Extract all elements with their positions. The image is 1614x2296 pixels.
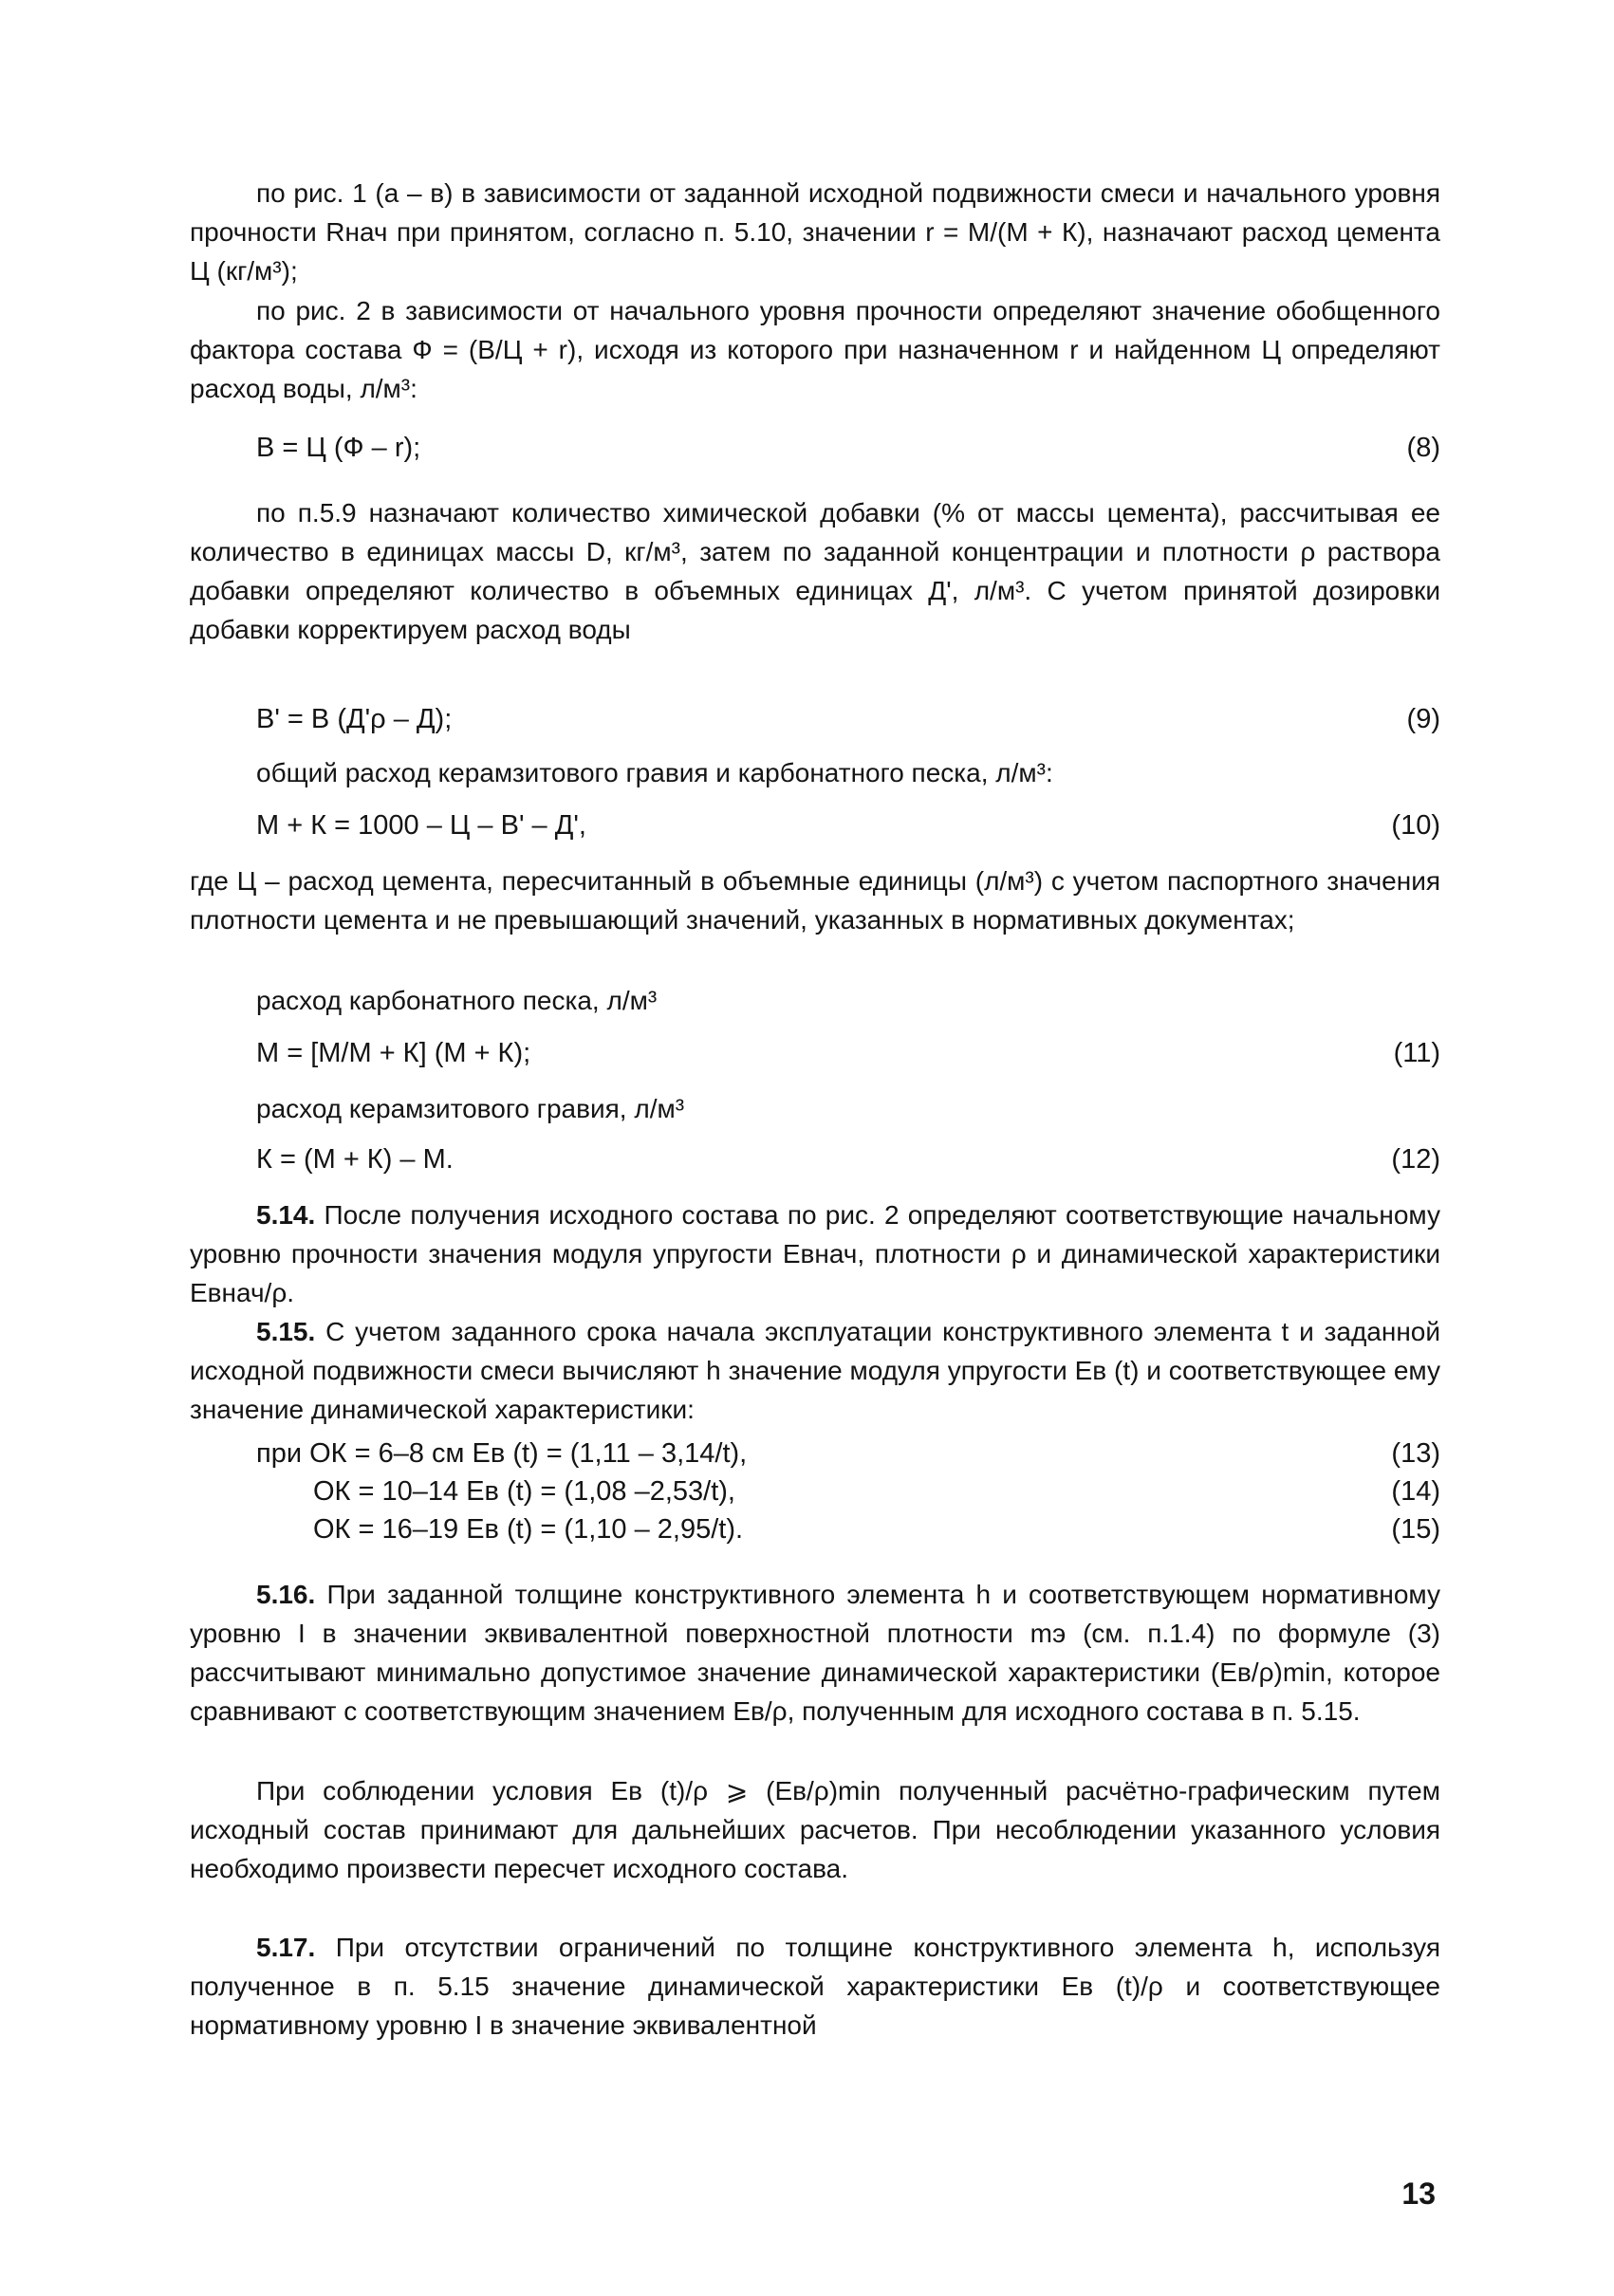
section-5-17-text: При отсутствии ограничений по толщине конструктивного элемента h, используя полученное в п. 5.15 значение динамической характеристики Eв (t)/ρ и соответствующее нормативному уровню I в значение эквивалентной [190, 1933, 1440, 2040]
paragraph-8: При соблюдении условия Eв (t)/ρ ⩾ (Eв/ρ)min полученный расчётно-графическим путем исходный состав принимают для дальнейших расчетов. При несоблюдении указанного условия необходимо произвести пересчет исходного состава. [190, 1776, 1440, 1883]
formula-13-number: (13) [1391, 1438, 1440, 1469]
paragraph-4: общий расход керамзитового гравия и карбонатного песка, л/м³: [256, 758, 1053, 787]
formula-10 [256, 806, 1440, 845]
formula-8-number: (8) [1406, 433, 1440, 463]
paragraph-3: по п.5.9 назначают количество химической добавки (% от массы цемента), рассчитывая ее количество в единицах массы D, кг/м³, затем по заданной концентрации и плотности ρ раствора добавки определяют количество в объемных единицах Д', л/м³. С учетом принятой дозировки добавки корректируем расход воды [190, 498, 1440, 644]
section-5-15 [190, 1312, 1440, 1429]
formula-14-number: (14) [1391, 1476, 1440, 1507]
formula-10-expr: М + К = 1000 – Ц – В' – Д', [256, 810, 586, 841]
section-5-16-number: 5.16. [256, 1580, 316, 1609]
formula-15 [313, 1510, 1440, 1549]
formula-13 [256, 1435, 1440, 1473]
formula-10-number: (10) [1391, 810, 1440, 841]
formula-11-number: (11) [1393, 1038, 1440, 1068]
formula-9 [256, 700, 1440, 739]
section-5-14 [190, 1195, 1440, 1312]
formula-11 [256, 1034, 1440, 1073]
section-5-17-number: 5.17. [256, 1933, 316, 1962]
formula-15-expr: ОК = 16–19 Eв (t) = (1,10 – 2,95/t). [313, 1514, 744, 1545]
formula-13-expr: при ОК = 6–8 см Eв (t) = (1,11 – 3,14/t), [256, 1438, 748, 1469]
paragraph-5: где Ц – расход цемента, пересчитанный в объемные единицы (л/м³) с учетом паспортного значения плотности цемента и не превышающий значений, указанных в нормативных документах; [190, 866, 1440, 935]
section-5-15-number: 5.15. [256, 1317, 316, 1346]
section-5-14-number: 5.14. [256, 1200, 316, 1230]
paragraph-7: расход керамзитового гравия, л/м³ [256, 1094, 685, 1123]
formula-14-expr: ОК = 10–14 Eв (t) = (1,08 –2,53/t), [313, 1476, 735, 1507]
section-5-14-text: После получения исходного состава по рис. 2 определяют соответствующие начальному уровню прочности значения модуля упругости Eвнач, плотности ρ и динамической характеристики Eвнач/ρ. [190, 1200, 1440, 1307]
formula-12-expr: К = (М + К) – М. [256, 1144, 454, 1175]
formula-12 [256, 1140, 1440, 1179]
section-5-16 [190, 1575, 1440, 1731]
section-5-15-text: С учетом заданного срока начала эксплуатации конструктивного элемента t и заданной исходной подвижности смеси вычисляют h значение модуля упругости Eв (t) и соответствующее ему значение динамической характеристики: [190, 1317, 1440, 1424]
formula-8 [256, 429, 1440, 468]
formula-14 [313, 1472, 1440, 1511]
section-5-17 [190, 1928, 1440, 2045]
formula-15-number: (15) [1391, 1514, 1440, 1545]
formula-11-expr: М = [М/М + К] (М + К); [256, 1038, 531, 1068]
paragraph-1: по рис. 1 (а – в) в зависимости от заданной исходной подвижности смеси и начального уровня прочности Rнач при принятом, согласно п. 5.10, значении r = М/(М + К), назначают расход цемента Ц (кг/м³); [190, 178, 1440, 286]
formula-9-expr: В' = В (Д'ρ – Д); [256, 704, 453, 734]
formula-8-expr: В = Ц (Ф – r); [256, 433, 421, 463]
paragraph-2: по рис. 2 в зависимости от начального уровня прочности определяют значение обобщенного фактора состава Ф = (В/Ц + r), исходя из которого при назначенном r и найденном Ц определяют расход воды, л/м³: [190, 296, 1440, 403]
formula-12-number: (12) [1391, 1144, 1440, 1175]
page-number: 13 [1401, 2176, 1436, 2211]
paragraph-6: расход карбонатного песка, л/м³ [256, 986, 658, 1015]
formula-9-number: (9) [1406, 704, 1440, 734]
section-5-16-text: При заданной толщине конструктивного элемента h и соответствующем нормативному уровню I в значении эквивалентной поверхностной плотности mэ (см. п.1.4) по формуле (3) рассчитывают минимально допустимое значение динамической характеристики (Eв/ρ)min, которое сравнивают с соответствующим значением Eв/ρ, полученным для исходного состава в п. 5.15. [190, 1580, 1440, 1726]
